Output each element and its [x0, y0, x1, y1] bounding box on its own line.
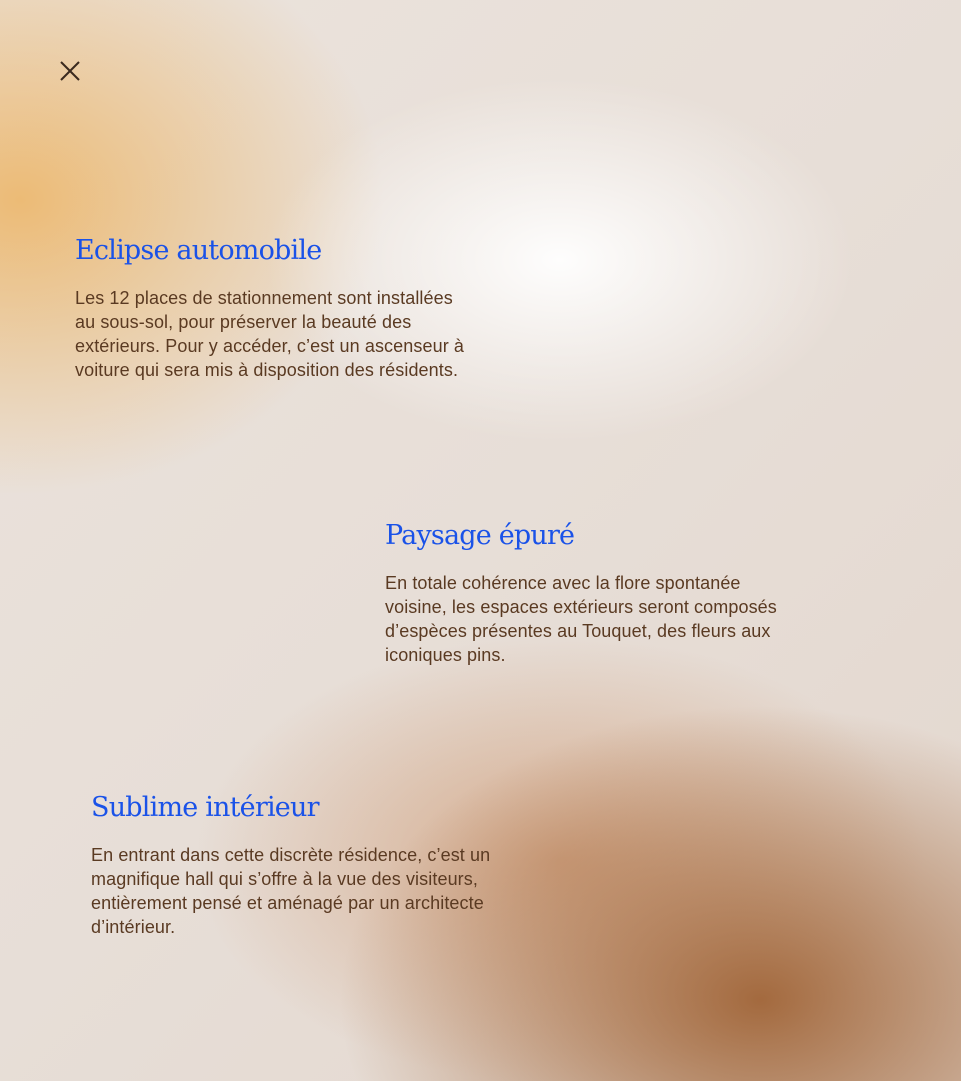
- section-title: Eclipse automobile: [75, 235, 322, 266]
- section-eclipse-automobile: [75, 236, 465, 382]
- section-body: Les 12 places de stationnement sont installées au sous-sol, pour préserver la beauté des extérieurs. Pour y accéder, c’est un ascenseur à voiture qui sera mis à disposition des résidents.: [75, 287, 464, 380]
- section-sublime-interieur: [91, 793, 491, 939]
- close-button[interactable]: [56, 57, 84, 85]
- section-body: En entrant dans cette discrète résidence, c’est un magnifique hall qui s’offre à la vue des visiteurs, entièrement pensé et aménagé par un architecte d’intérieur.: [91, 844, 491, 937]
- section-body: En totale cohérence avec la flore spontanée voisine, les espaces extérieurs seront composés d’espèces présentes au Touquet, des fleurs aux iconiques pins.: [385, 572, 777, 665]
- section-paysage-epure: [385, 521, 785, 667]
- close-icon: [56, 57, 84, 85]
- section-title: Sublime intérieur: [91, 792, 319, 823]
- section-title: Paysage épuré: [385, 520, 575, 551]
